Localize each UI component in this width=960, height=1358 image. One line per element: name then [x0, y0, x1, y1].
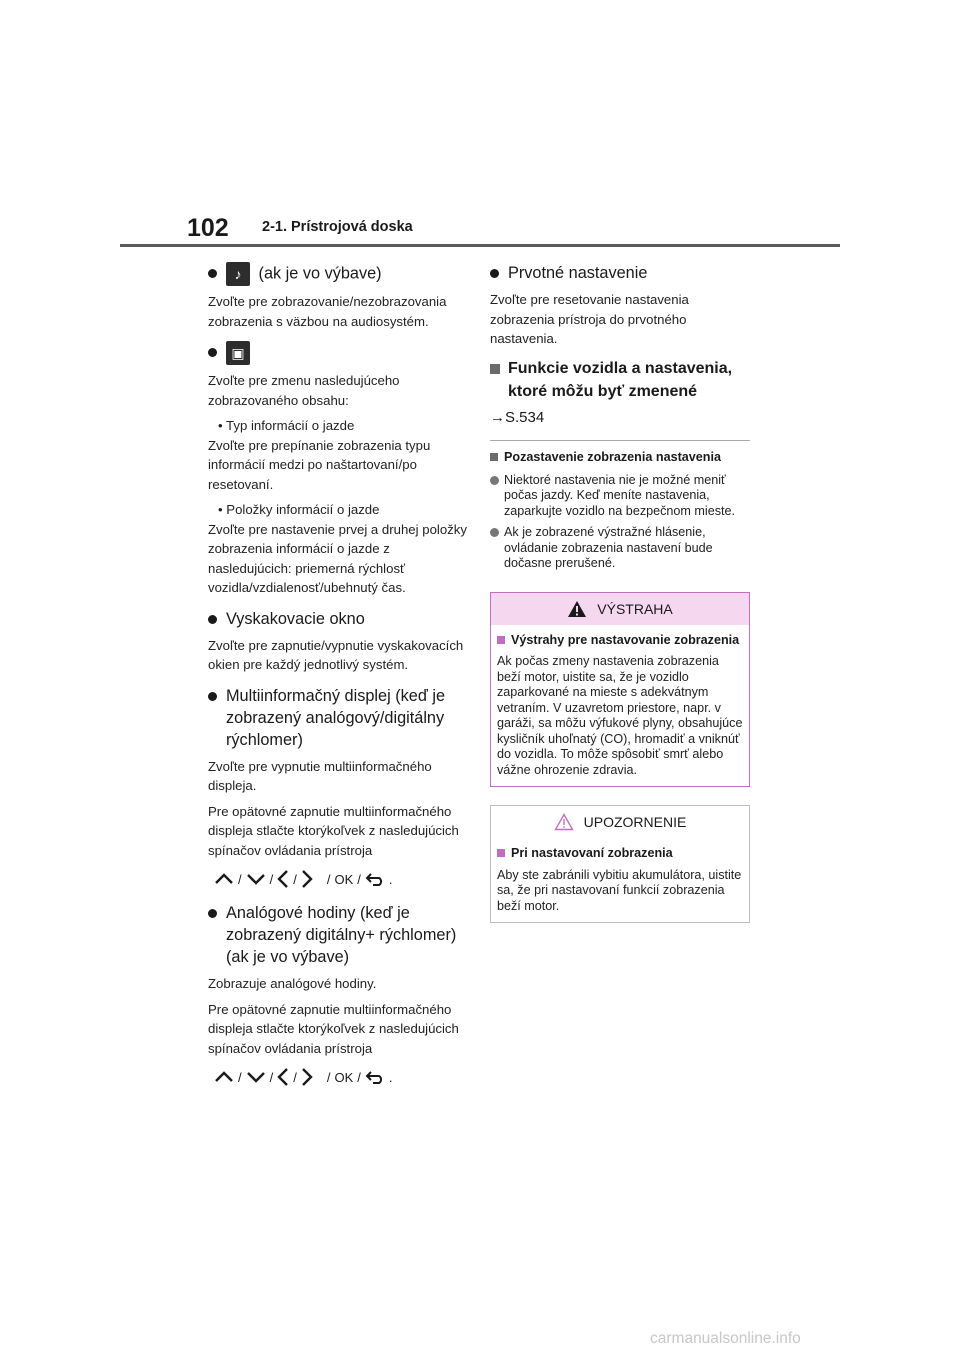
reset-heading-text: Prvotné nastavenie [508, 264, 648, 282]
mid-description: Zvoľte pre vypnutie multiinformačného displeja. [208, 758, 432, 793]
separator: / [269, 1069, 274, 1085]
separator: / [238, 1069, 242, 1085]
separator: / [293, 1069, 297, 1085]
page-reference[interactable]: →S.534 [490, 408, 545, 426]
popup-heading [208, 608, 470, 630]
period: . [388, 871, 393, 887]
warning-body [491, 625, 749, 787]
functions-heading [490, 357, 750, 403]
audio-suffix: (ak je vo výbave) [258, 264, 382, 283]
music-note-icon: ♪ [226, 262, 250, 286]
back-arrow-icon [365, 1070, 385, 1084]
ok-key-label: OK [334, 1069, 354, 1085]
left-column [208, 252, 470, 1100]
watermark: carmanualsonline.info [650, 1330, 801, 1347]
square-bullet [497, 636, 505, 644]
popup-heading-text: Vyskakovacie okno [226, 609, 365, 628]
warning-title-bar [491, 593, 749, 625]
drive-info-icon: ▣ [226, 341, 250, 365]
warning-text: Ak počas zmeny nastavenia zobrazenia beží motor, uistite sa, že je vozidlo zaparkované na mieste s adekvátnym vetraním. V uzavretom priestore, napr. v garáži, sa môžu výfukové plyny, obsahujúce kysličník uhoľnatý (CO), hromadiť a vniknúť do vozidla. To môže spôsobiť smrť alebo vážne ohrozenie zdravia. [497, 654, 743, 777]
bullet-dot [208, 615, 217, 624]
warning-heading [497, 633, 743, 649]
separator: / [326, 871, 331, 887]
chevron-left-icon [277, 869, 289, 889]
audio-setting-heading [208, 262, 470, 286]
header-rule [120, 244, 840, 247]
square-bullet [497, 849, 505, 857]
caution-triangle-icon [554, 813, 574, 831]
caution-box [490, 805, 750, 923]
separator: / [293, 871, 297, 887]
chevron-up-icon [214, 873, 234, 885]
mid-reactivate-description: Pre opätovné zapnutie multiinformačného displeja stlačte ktorýkoľvek z nasledujúcich spínačov ovládania prístroja [208, 803, 459, 858]
separator: / [326, 1069, 331, 1085]
drive-info-heading [208, 341, 470, 365]
caution-title-bar [491, 806, 749, 838]
reset-description: Zvoľte pre resetovanie nastavenia zobrazenia prístroja do prvotného nastavenia. [490, 292, 689, 346]
pause-note-2 [490, 525, 750, 572]
caution-heading-text: Pri nastavovaní zobrazenia [511, 846, 673, 860]
reset-heading [490, 262, 750, 284]
back-arrow-icon [365, 872, 385, 886]
warning-heading-text: Výstrahy pre nastavovanie zobrazenia [511, 632, 740, 647]
warning-triangle-icon [567, 600, 587, 618]
separator: / [357, 871, 361, 887]
separator: / [269, 871, 274, 887]
drive-info-items-description: Zvoľte pre nastavenie prvej a druhej položky zobrazenia informácií o jazde z nasledujúcich: priemerná rýchlosť vozidla/vzdialenosť/ubehnutý čas. [208, 521, 467, 595]
drive-info-items-item: • Položky informácií o jazde [218, 502, 380, 517]
warning-title: VÝSTRAHA [597, 600, 673, 617]
separator: / [238, 871, 242, 887]
separator: / [357, 1069, 361, 1085]
drive-info-description: Zvoľte pre zmenu nasledujúceho zobrazovaného obsahu: [208, 373, 400, 408]
pause-heading [490, 449, 750, 465]
caution-title: UPOZORNENIE [583, 814, 687, 830]
pause-note-1-text: Niektoré nastavenia nie je možné meniť počas jazdy. Keď meníte nastavenia, zaparkujte vozidlo na bezpečnom mieste. [504, 472, 736, 518]
functions-heading-text: Funkcie vozidla a nastavenia, ktoré môžu byť zmenené [508, 359, 733, 400]
pause-note-1 [490, 473, 750, 520]
caution-heading [497, 846, 743, 862]
chevron-right-icon [301, 1067, 313, 1087]
period: . [388, 1069, 393, 1085]
square-bullet [490, 453, 498, 461]
caution-body [491, 838, 749, 922]
clock-heading [208, 902, 470, 968]
square-bullet [490, 364, 500, 374]
mid-heading-text: Multiinformačný displej (keď je zobrazený analógový/digitálny rýchlomer) [226, 686, 446, 749]
bullet-dot [208, 909, 217, 918]
chevron-down-icon [246, 873, 266, 885]
chevron-down-icon [246, 1071, 266, 1083]
pause-heading-text: Pozastavenie zobrazenia nastavenia [504, 449, 721, 464]
meter-switches-2 [208, 1066, 470, 1088]
ok-key-label: OK [334, 871, 354, 887]
pause-note-2-text: Ak je zobrazené výstražné hlásenie, ovládanie zobrazenia nastavení bude dočasne prerušené. [504, 525, 713, 570]
bullet-dot [490, 269, 499, 278]
section-title: 2-1. Prístrojová doska [262, 219, 413, 235]
page-number: 102 [187, 214, 229, 242]
drive-info-type-description: Zvoľte pre prepínanie zobrazenia typu informácií medzi po naštartovaní/po resetovaní. [208, 437, 431, 492]
chevron-up-icon [214, 1071, 234, 1083]
mid-heading [208, 685, 470, 751]
warning-box [490, 592, 750, 788]
clock-description: Zobrazuje analógové hodiny. [208, 976, 377, 991]
caution-text: Aby ste zabránili vybitiu akumulátora, uistite sa, že pri nastavovaní funkcií zobrazenia beží motor. [497, 867, 742, 913]
clock-heading-text: Analógové hodiny (keď je zobrazený digitálny+ rýchlomer) (ak je vo výbave) [226, 904, 457, 966]
bullet-dot [208, 348, 217, 357]
chevron-right-icon [301, 869, 313, 889]
divider [490, 440, 750, 441]
chevron-left-icon [277, 1067, 289, 1087]
audio-description: Zvoľte pre zobrazovanie/nezobrazovania zobrazenia s väzbou na audiosystém. [208, 294, 447, 329]
circle-bullet [490, 528, 499, 537]
bullet-dot [208, 269, 217, 278]
drive-info-type-item: • Typ informácií o jazde [218, 418, 355, 433]
right-column [490, 252, 750, 923]
clock-reactivate-description: Pre opätovné zapnutie multiinformačného displeja stlačte ktorýkoľvek z nasledujúcich spínačov ovládania prístroja [208, 1001, 459, 1056]
circle-bullet [490, 476, 499, 485]
bullet-dot [208, 692, 217, 701]
popup-description: Zvoľte pre zapnutie/vypnutie vyskakovacích okien pre každý jednotlivý systém. [208, 637, 464, 672]
meter-switches-1 [208, 868, 470, 890]
